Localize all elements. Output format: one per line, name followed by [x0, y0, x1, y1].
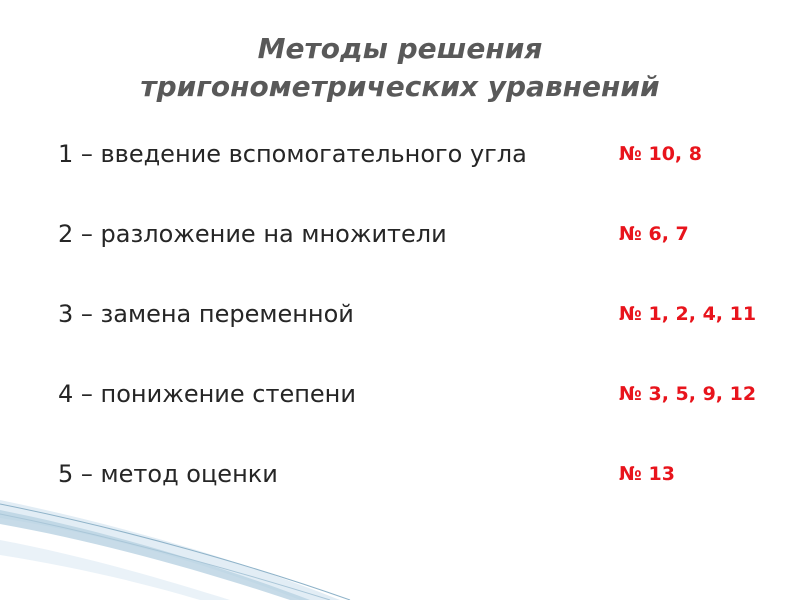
slide-title-line-1: Методы решения — [257, 32, 543, 65]
method-task-numbers: № 6, 7 — [619, 223, 689, 245]
decorative-swoosh — [0, 480, 800, 600]
method-label: 5 – метод оценки — [58, 460, 278, 488]
method-label: 2 – разложение на множители — [58, 220, 447, 248]
method-label: 4 – понижение степени — [58, 380, 356, 408]
slide-title-line-2: тригонометрических уравнений — [140, 70, 660, 103]
method-task-numbers: № 13 — [619, 463, 675, 485]
method-row-2 — [0, 218, 800, 258]
method-label: 1 – введение вспомогательного угла — [58, 140, 527, 168]
method-row-1 — [0, 138, 800, 178]
method-row-3 — [0, 298, 800, 338]
method-task-numbers: № 1, 2, 4, 11 — [619, 303, 757, 325]
method-row-4 — [0, 378, 800, 418]
slide-title — [0, 30, 800, 106]
method-task-numbers: № 3, 5, 9, 12 — [619, 383, 757, 405]
method-label: 3 – замена переменной — [58, 300, 354, 328]
method-task-numbers: № 10, 8 — [619, 143, 702, 165]
